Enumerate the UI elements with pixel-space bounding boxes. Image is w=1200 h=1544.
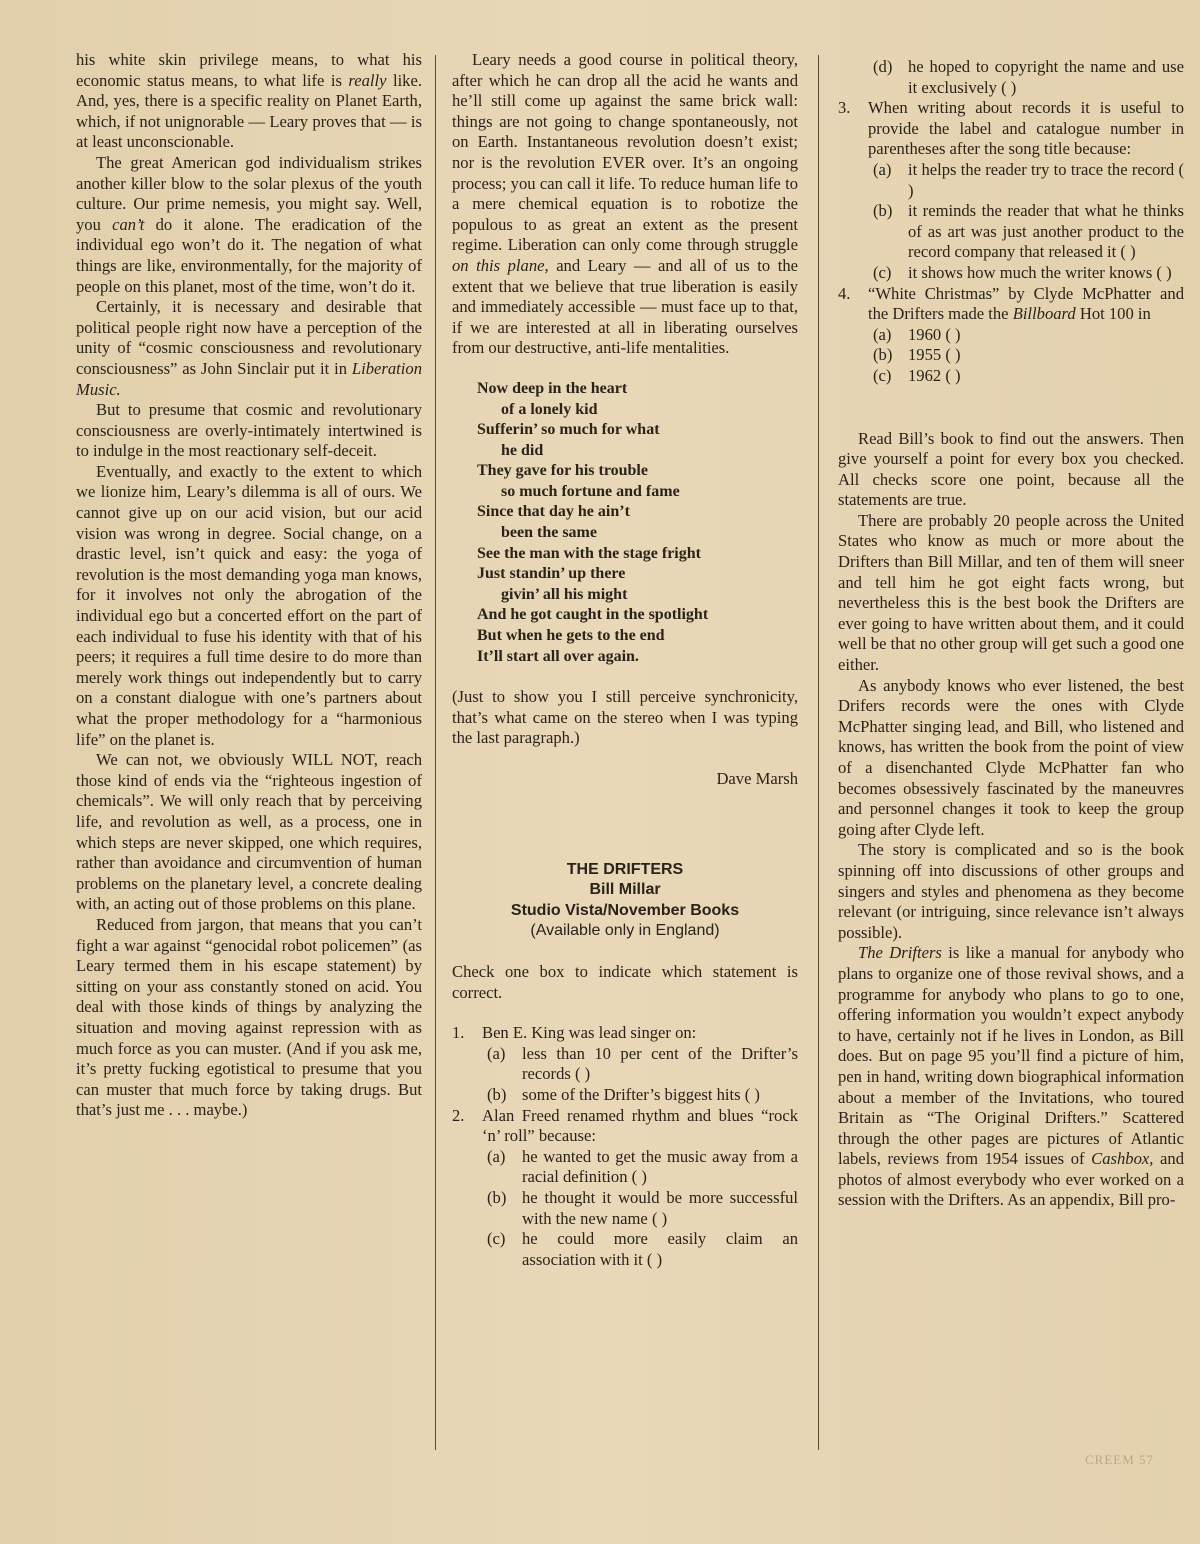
lyric-line: And he got caught in the spotlight bbox=[477, 606, 709, 624]
lyric-line: so much fortune and fame bbox=[501, 482, 680, 500]
italic-text: Liberation Music. bbox=[76, 358, 422, 399]
text-run: “White Christmas” by Clyde McPhatter and the Drifters made the bbox=[868, 283, 1184, 324]
question-text: Alan Freed renamed rhythm and blues “rock ‘n’ roll” because: bbox=[482, 1105, 798, 1146]
lyric-line: Just standin’ up there bbox=[477, 565, 626, 583]
quiz-question bbox=[838, 98, 1184, 160]
page-footer-folio: CREEM 57 bbox=[1085, 1452, 1155, 1467]
column-right bbox=[838, 57, 1184, 1211]
question-number: 2. bbox=[452, 1105, 465, 1125]
option-letter: (d) bbox=[873, 57, 893, 76]
lyric-line: It’ll start all over again. bbox=[477, 647, 639, 665]
italic-text: Cashbox, bbox=[1091, 1149, 1154, 1169]
heading-line: Bill Millar bbox=[589, 881, 661, 899]
lyric-line: givin’ all his might bbox=[501, 585, 628, 603]
italic-text: Billboard bbox=[1012, 304, 1076, 324]
option-text: 1960 ( ) bbox=[908, 324, 961, 344]
text-run: The story is complicated and so is the book spinning off into discussions of other groups and singers and styles and phenomena as they become relevant (or intriguing, since relevance isn’t always possible). bbox=[838, 840, 1184, 942]
text-run: As anybody knows who ever listened, the best Drifers records were the ones with Clyde McPhatter singing lead, and Bill, who listened and knows, has written the book from the point of view of a disenchanted Clyde McPhatter fan who becomes obsessively fascinated by the maneuvres and personnel changes it took to keep the group going after Clyde left. bbox=[838, 675, 1184, 839]
quiz-option bbox=[873, 263, 1184, 284]
lyric-line: been the same bbox=[501, 524, 597, 542]
option-letter: (c) bbox=[873, 365, 892, 385]
text-run: Certainly, it is necessary and desirable that political people right now have a perception of the unity of “cosmic consciousness and revolutionary consciousness” as John Sinclair put it in bbox=[76, 297, 422, 378]
lyric-line: See the man with the stage fright bbox=[477, 544, 701, 562]
option-letter: (b) bbox=[487, 1187, 507, 1207]
text-run: Check one box to indicate which statement is correct. bbox=[452, 961, 798, 1002]
question-number: 1. bbox=[452, 1023, 465, 1043]
text-run: do it alone. The eradication of the individual ego won’t do it. The negation of what things are like, environmentally, for the majority of people on this planet, most of the time, won’t do it. bbox=[76, 214, 422, 296]
quiz-option bbox=[487, 1044, 798, 1085]
text-run: There are probably 20 people across the United States who know as much or more about the Drifters than Bill Millar, and ten of them will sneer and tell him he got eight facts wrong, but nevertheless this is the best book the Drifters are ever going to have written about them, and it could well be that no other group will get such a good one either. bbox=[838, 510, 1184, 675]
option-letter: (a) bbox=[487, 1146, 506, 1166]
option-text: it helps the reader try to trace the record ( ) bbox=[908, 159, 1184, 200]
quiz-option bbox=[873, 345, 1184, 366]
paragraph bbox=[838, 429, 1184, 511]
column-left bbox=[76, 50, 422, 1121]
lyric-line: of a lonely kid bbox=[501, 400, 598, 418]
option-text: he could more easily claim an association with it ( ) bbox=[522, 1229, 798, 1269]
text-run: his white skin privilege means, to what his economic status means, to what life is bbox=[76, 50, 422, 90]
quiz-option bbox=[487, 1085, 798, 1106]
paragraph bbox=[76, 915, 422, 1121]
paragraph bbox=[452, 962, 798, 1003]
lyric-line: Sufferin’ so much for what bbox=[477, 421, 660, 439]
option-text: 1962 ( ) bbox=[908, 365, 961, 385]
column-divider bbox=[435, 55, 436, 1450]
lyric-line: Since that day he ain’t bbox=[477, 503, 630, 521]
text-run: and Leary — and all of us to the extent that we believe that true liberation is easily and immediately accessible — must face up to that, if we are interested at all in liberating ourselves from our destructive, anti-life mentalities. bbox=[452, 255, 798, 358]
lyric-line: Now deep in the heart bbox=[477, 379, 628, 397]
italic-text: can’t bbox=[112, 214, 145, 234]
review-heading bbox=[452, 860, 798, 942]
spacer bbox=[452, 1003, 798, 1023]
song-lyrics bbox=[477, 379, 798, 667]
paragraph bbox=[838, 943, 1184, 1211]
spacer bbox=[838, 387, 1184, 429]
text-run: Leary needs a good course in political theory, after which he can drop all the acid he wants and he’ll still come up against the same brick wall: things are not going to change spontaneously, not on Earth. Instantaneous revolution doesn’t exist; nor is the revolution EVER over. It’s an ongoing process; you can call it life. To reduce human life to a mere chemical equation is to robotize the populous to as great an extent as the present regime. Liberation can only come through struggle bbox=[452, 50, 798, 255]
option-letter: (c) bbox=[873, 262, 892, 282]
option-text: it reminds the reader that what he thinks of as art was just another product to the record company that released it ( ) bbox=[908, 201, 1184, 262]
quiz-option bbox=[873, 325, 1184, 346]
option-letter: (c) bbox=[487, 1229, 506, 1249]
text-run: Hot 100 in bbox=[1075, 304, 1151, 324]
text-run: Reduced from jargon, that means that you can’t fight a war against “genocidal robot policemen” (as Leary termed them in his escape statement) by sitting on your ass constantly stoned on acid. You deal with those kinds of things by analyzing the situation and moving against repression with as much force as you can muster. (And if you ask me, it’s pretty fucking egotistical to presume that you can muster that much force by taking drugs. But that’s just me . . . maybe.) bbox=[76, 914, 422, 1120]
quiz-option bbox=[873, 366, 1184, 387]
author-signature: Dave Marsh bbox=[716, 769, 798, 788]
heading-line: (Available only in England) bbox=[530, 922, 720, 940]
text-run: But to presume that cosmic and revolutionary consciousness are overly-intimately intertwined is to indulge in the most reactionary self-deceit. bbox=[76, 400, 422, 461]
question-text: Ben E. King was lead singer on: bbox=[482, 1023, 697, 1043]
quiz-option bbox=[487, 1229, 798, 1270]
question-text bbox=[868, 284, 1184, 325]
text-run: Eventually, and exactly to the extent to which we lionize him, Leary’s dilemma is all of ours. We cannot give up on our acid vision, but our acid vision was wrong in degree. Social change, on a drastic level, isn’t quick and easy: the yoga of revolution is the most demanding yoga man knows, for it involves not only the abrogation of the individual ego but a concerted effort on the part of each individual to fuse his identity with that of his peers; it requires a full time desire to do more than merely work things out independently but to carry on a constant dialogue with one’s partners about what the proper methodology for a “harmonious life” on the planet is. bbox=[76, 461, 422, 749]
text-run: and photos of almost everybody who ever worked on a session with the Drifters. As an appendix, Bill pro- bbox=[838, 1149, 1184, 1210]
text-run: We can not, we obviously WILL NOT, reach those kind of ends via the “righteous ingestion of chemicals”. We will only reach that by perceiving life, and revolution as well, as a process, one in which steps are never skipped, one which requires, rather than avoidance and circumvention of human problems on the planetary level, a concrete dealing with, an acting out of those problems on this plane. bbox=[76, 750, 422, 914]
quiz-option bbox=[873, 57, 1184, 98]
quiz-question bbox=[452, 1023, 798, 1044]
italic-text: really bbox=[348, 70, 387, 90]
heading-line: Studio Vista/November Books bbox=[510, 901, 740, 919]
paragraph bbox=[76, 50, 422, 153]
text-run: like. And, yes, there is a specific reality on Planet Earth, which, if not unignorable — Leary proves that — is at least unconscionable. bbox=[76, 70, 422, 152]
option-text: some of the Drifter’s biggest hits ( ) bbox=[522, 1084, 760, 1104]
paragraph bbox=[76, 297, 422, 400]
column-middle bbox=[452, 50, 798, 1270]
question-number: 4. bbox=[838, 283, 851, 303]
paragraph bbox=[76, 462, 422, 750]
paragraph bbox=[838, 511, 1184, 676]
text-run: The great American god individualism strikes another killer blow to the solar plexus of the youth culture. Our prime nemesis, you might say. Well, you bbox=[76, 152, 422, 234]
option-letter: (b) bbox=[873, 345, 893, 365]
option-text: he wanted to get the music away from a racial definition ( ) bbox=[522, 1146, 798, 1187]
option-letter: (b) bbox=[487, 1084, 507, 1104]
quiz-option bbox=[487, 1188, 798, 1229]
option-text: he thought it would be more successful with the new name ( ) bbox=[522, 1187, 798, 1228]
option-text: 1955 ( ) bbox=[908, 345, 961, 365]
italic-text: The Drifters bbox=[858, 943, 942, 963]
text-run: (Just to show you I still perceive synchronicity, that’s what came on the stereo when I was typing the last paragraph.) bbox=[452, 687, 798, 748]
option-letter: (a) bbox=[873, 159, 892, 179]
paragraph bbox=[838, 676, 1184, 841]
text-run: is like a manual for anybody who plans to organize one of those revival shows, and a programme for anybody who plans to go to one, offering information you wouldn’t expect anybody to have, certainly not if he lives in London, as Bill does. But on page 95 you’ll find a picture of him, pen in hand, writing down biographical information about a member of the Invitations, who toured Britain as “The Original Drifters.” Scattered through the other pages are pictures of Atlantic labels, reviews from 1954 issues of bbox=[838, 943, 1184, 1169]
paragraph bbox=[838, 840, 1184, 943]
option-text: he hoped to copyright the name and use it exclusively ( ) bbox=[908, 57, 1184, 97]
column-divider bbox=[818, 55, 819, 1450]
quiz-question bbox=[838, 284, 1184, 325]
question-number: 3. bbox=[838, 98, 851, 118]
lyric-line: he did bbox=[501, 441, 544, 459]
option-letter: (a) bbox=[873, 324, 892, 344]
italic-text: on this plane, bbox=[452, 255, 549, 275]
quiz-option bbox=[873, 160, 1184, 201]
option-text: less than 10 per cent of the Drifter’s records ( ) bbox=[522, 1043, 798, 1084]
lyric-line: But when he gets to the end bbox=[477, 627, 665, 645]
paragraph bbox=[76, 750, 422, 915]
paragraph bbox=[452, 687, 798, 749]
paragraph bbox=[76, 400, 422, 462]
question-text: When writing about records it is useful to provide the label and catalogue number in parentheses after the song title because: bbox=[868, 98, 1184, 159]
option-letter: (a) bbox=[487, 1043, 506, 1063]
lyric-line: They gave for his trouble bbox=[477, 462, 648, 480]
text-run: Read Bill’s book to find out the answers. Then give yourself a point for every box you checked. All checks score one point, because all the statements are true. bbox=[838, 428, 1184, 510]
option-letter: (b) bbox=[873, 201, 893, 221]
quiz-question bbox=[452, 1106, 798, 1147]
paragraph bbox=[76, 153, 422, 297]
heading-line: THE DRIFTERS bbox=[566, 860, 684, 878]
quiz-option bbox=[873, 201, 1184, 263]
paragraph bbox=[452, 50, 798, 359]
option-text: it shows how much the writer knows ( ) bbox=[908, 262, 1172, 282]
quiz-option bbox=[487, 1147, 798, 1188]
